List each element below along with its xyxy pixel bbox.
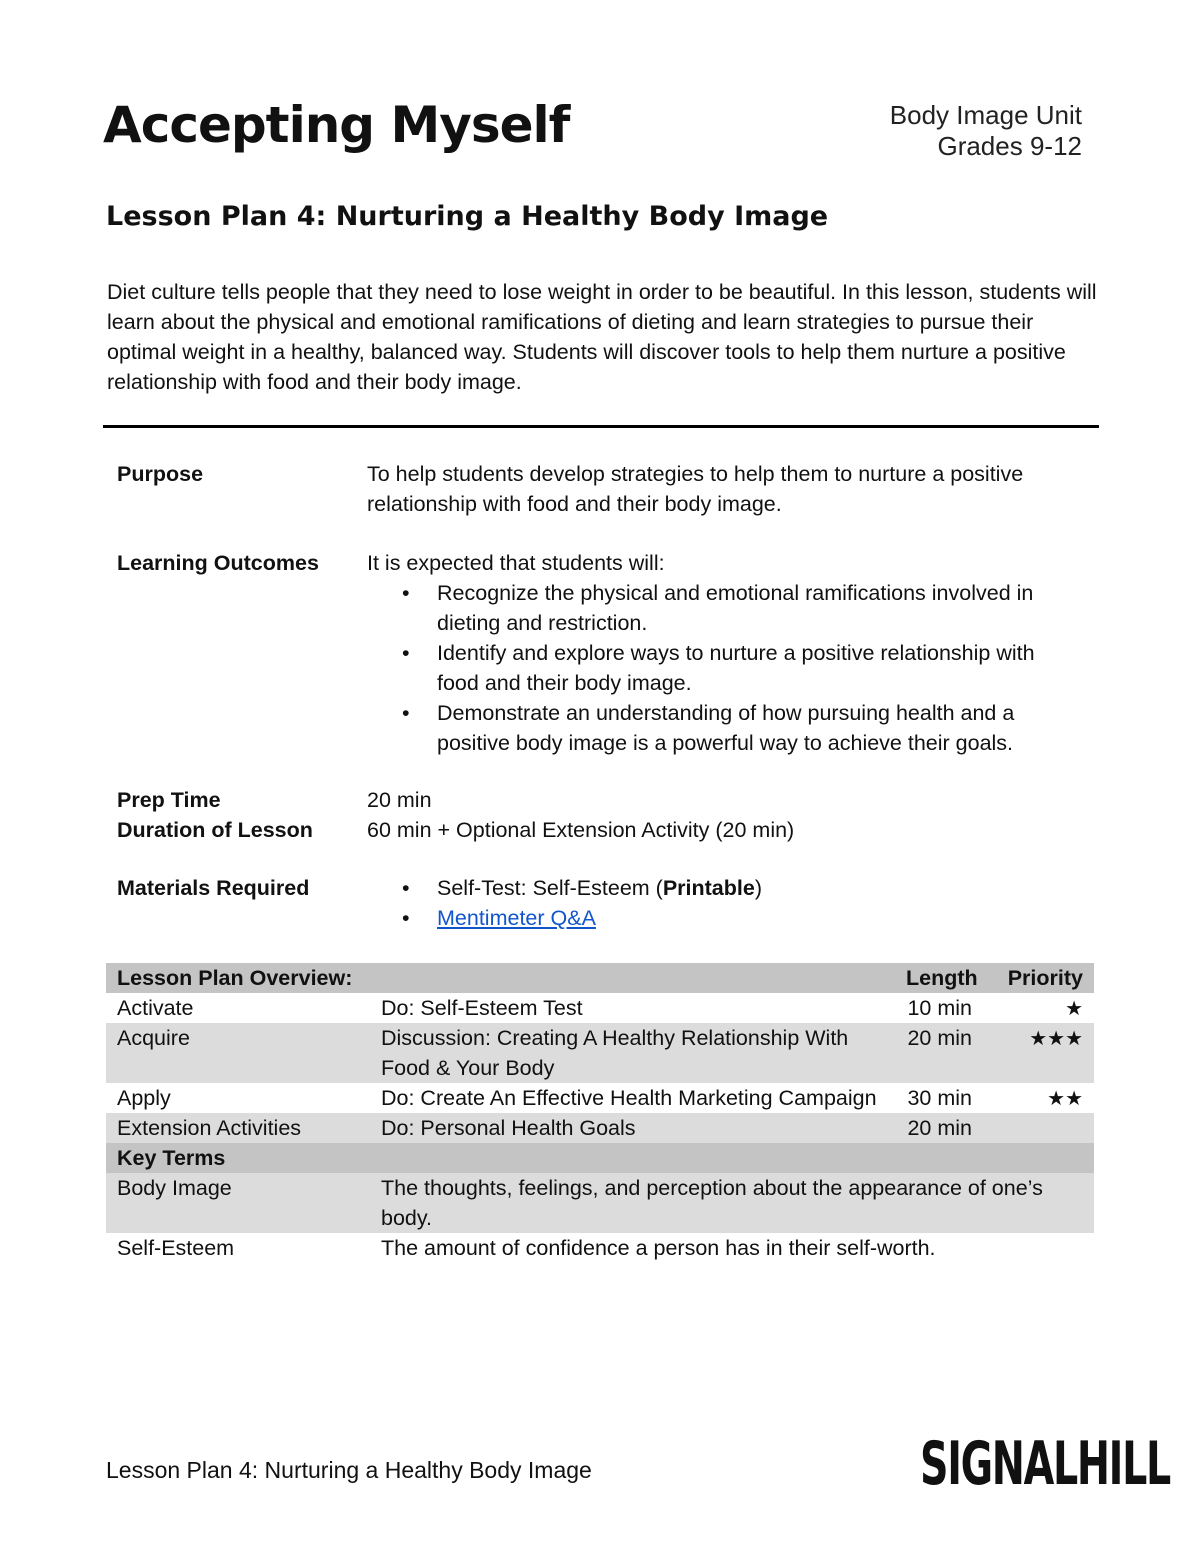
purpose-label: Purpose [117, 462, 204, 486]
term-cell: Body Image [117, 1176, 232, 1200]
page-title: Accepting Myself [103, 96, 570, 154]
footer-lesson-title: Lesson Plan 4: Nurturing a Healthy Body Image [106, 1457, 592, 1483]
table-row [106, 1113, 1094, 1143]
key-terms-header-row [106, 1143, 1094, 1173]
term-cell: Self-Esteem [117, 1236, 235, 1260]
table-row [106, 1173, 1094, 1233]
mentimeter-link[interactable]: Mentimeter Q&A [437, 906, 596, 930]
prep-time-value: 20 min [367, 788, 432, 812]
materials-label: Materials Required [117, 876, 310, 900]
definition-cell: The thoughts, feelings, and perception about the appearance of one’s body. [381, 1176, 1043, 1230]
learning-outcomes-content [367, 548, 1077, 758]
intro-paragraph: Diet culture tells people that they need to lose weight in order to be beautiful. In this lesson, students will learn about the physical and emotional ramifications of dieting and learn strategies to pursue their optimal weight in a healthy, balanced way. Students will discover tools to help them nurture a positive relationship with food and their body image. [107, 280, 1097, 394]
activity-cell: Do: Self-Esteem Test [381, 996, 583, 1020]
table-row [106, 993, 1094, 1023]
activity-cell: Do: Personal Health Goals [381, 1116, 636, 1140]
priority-stars: ★★ [1047, 1086, 1083, 1110]
outcome-item: • Recognize the physical and emotional ramifications involved in dieting and restriction. [367, 578, 1077, 638]
bullet-icon: • [402, 641, 410, 665]
material-item: • Self-Test: Self-Esteem (Printable) [367, 873, 1077, 903]
unit-meta [890, 100, 1082, 162]
purpose-text: To help students develop strategies to help them to nurture a positive relationship with food and their body image. [367, 462, 1024, 516]
learning-outcomes-label: Learning Outcomes [117, 551, 319, 575]
table-row [106, 1083, 1094, 1113]
unit-name: Body Image Unit [889, 100, 1082, 130]
duration-value: 60 min + Optional Extension Activity (20 min) [367, 818, 795, 842]
lesson-title: Lesson Plan 4: Nurturing a Healthy Body Image [106, 201, 829, 232]
section-divider [103, 425, 1099, 428]
length-cell: 30 min [907, 1086, 972, 1110]
outcomes-lead: It is expected that students will: [367, 551, 665, 575]
bullet-icon: • [402, 876, 410, 900]
bullet-icon: • [402, 701, 410, 725]
bullet-icon: • [402, 906, 410, 930]
bullet-icon: • [402, 581, 410, 605]
definition-cell: The amount of confidence a person has in their self-worth. [381, 1236, 936, 1260]
prep-time-label: Prep Time [117, 788, 221, 812]
activity-cell: Do: Create An Effective Health Marketing Campaign [381, 1086, 877, 1110]
key-terms-heading: Key Terms [117, 1146, 226, 1170]
phase-cell: Activate [117, 996, 194, 1020]
material-item [367, 903, 1077, 933]
phase-cell: Apply [117, 1086, 171, 1110]
table-row [106, 1233, 1094, 1263]
phase-cell: Extension Activities [117, 1116, 302, 1140]
length-cell: 10 min [907, 996, 972, 1020]
lesson-overview-table [106, 963, 1094, 1263]
outcomes-list [367, 578, 1077, 758]
signalhill-logo [920, 1429, 1170, 1499]
phase-cell: Acquire [117, 1026, 190, 1050]
grade-range: Grades 9-12 [937, 131, 1082, 161]
materials-list [367, 873, 1077, 933]
outcome-item: • Identify and explore ways to nurture a positive relationship with food and their body image. [367, 638, 1077, 698]
length-column-header: Length [906, 966, 978, 990]
priority-stars: ★★★ [1029, 1026, 1083, 1050]
printable-label: Printable [662, 876, 755, 900]
duration-label: Duration of Lesson [117, 818, 313, 842]
materials-list-wrap [367, 873, 1077, 933]
overview-header-row [106, 963, 1094, 993]
overview-heading: Lesson Plan Overview: [117, 966, 353, 990]
outcome-item: • Demonstrate an understanding of how pursuing health and a positive body image is a powerful way to achieve their goals. [367, 698, 1077, 758]
length-cell: 20 min [907, 1116, 972, 1140]
length-cell: 20 min [907, 1026, 972, 1050]
table-row [106, 1023, 1094, 1083]
activity-cell: Discussion: Creating A Healthy Relationship With Food & Your Body [381, 1026, 849, 1080]
logo-wordmark: SIGNALHILL [920, 1429, 1170, 1499]
priority-column-header: Priority [1007, 966, 1083, 990]
priority-stars: ★ [1065, 996, 1083, 1020]
